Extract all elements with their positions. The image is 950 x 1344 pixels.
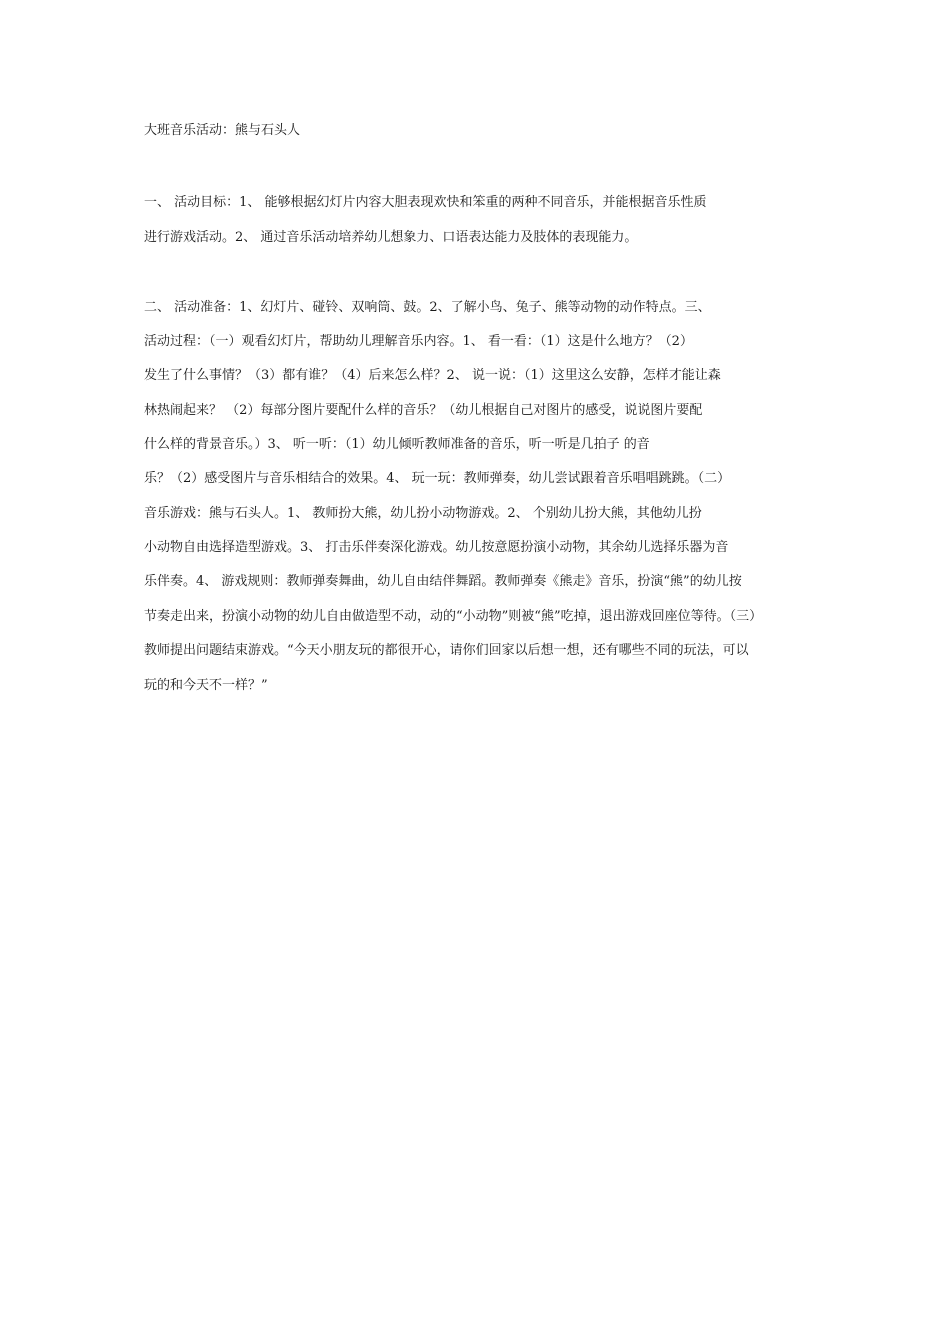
paragraph-line: 教师提出问题结束游戏。“今天小朋友玩的都很开心，请你们回家以后想一想，还有哪些不同的玩法，可以 bbox=[144, 643, 749, 658]
paragraph-line: 乐？（2）感受图片与音乐相结合的效果。4、 玩一玩：教师弹奏，幼儿尝试跟着音乐唱唱跳跳。（二） bbox=[144, 471, 731, 486]
paragraph-line: 什么样的背景音乐。）3、 听一听：（1）幼儿倾听教师准备的音乐，听一听是几拍子 的音 bbox=[144, 437, 650, 452]
paragraph-line: 林热闹起来？ （2）每部分图片要配什么样的音乐？（幼儿根据自己对图片的感受，说说图片要配 bbox=[144, 403, 703, 418]
paragraph-line: 一、 活动目标：1、 能够根据幻灯片内容大胆表现欢快和笨重的两种不同音乐，并能根据音乐性质 bbox=[144, 195, 707, 210]
paragraph-line: 节奏走出来，扮演小动物的幼儿自由做造型不动，动的“小动物”则被“熊”吃掉，退出游戏回座位等待。（三） bbox=[144, 609, 763, 624]
paragraph-line: 进行游戏活动。2、 通过音乐活动培养幼儿想象力、口语表达能力及肢体的表现能力。 bbox=[144, 230, 638, 245]
paragraph-line: 活动过程：（一）观看幻灯片，帮助幼儿理解音乐内容。1、 看一看：（1）这是什么地方？（2） bbox=[144, 334, 693, 349]
paragraph-line: 发生了什么事情？（3）都有谁？（4）后来怎么样？2、 说一说：（1）这里这么安静，怎样才能让森 bbox=[144, 368, 721, 383]
paragraph-line: 小动物自由选择造型游戏。3、 打击乐伴奏深化游戏。幼儿按意愿扮演小动物，其余幼儿选择乐器为音 bbox=[144, 540, 729, 555]
paragraph-line: 二、 活动准备：1、幻灯片、碰铃、双响筒、鼓。2、了解小鸟、兔子、熊等动物的动作特点。三、 bbox=[144, 300, 711, 315]
paragraph-line: 音乐游戏：熊与石头人。1、 教师扮大熊，幼儿扮小动物游戏。2、 个别幼儿扮大熊，其他幼儿扮 bbox=[144, 506, 702, 521]
paragraph-line: 乐伴奏。4、 游戏规则：教师弹奏舞曲，幼儿自由结伴舞蹈。教师弹奏《熊走》音乐，扮演“熊”的幼儿按 bbox=[144, 574, 742, 589]
document-title: 大班音乐活动：熊与石头人 bbox=[144, 123, 301, 138]
paragraph-line: 玩的和今天不一样？” bbox=[144, 678, 268, 693]
